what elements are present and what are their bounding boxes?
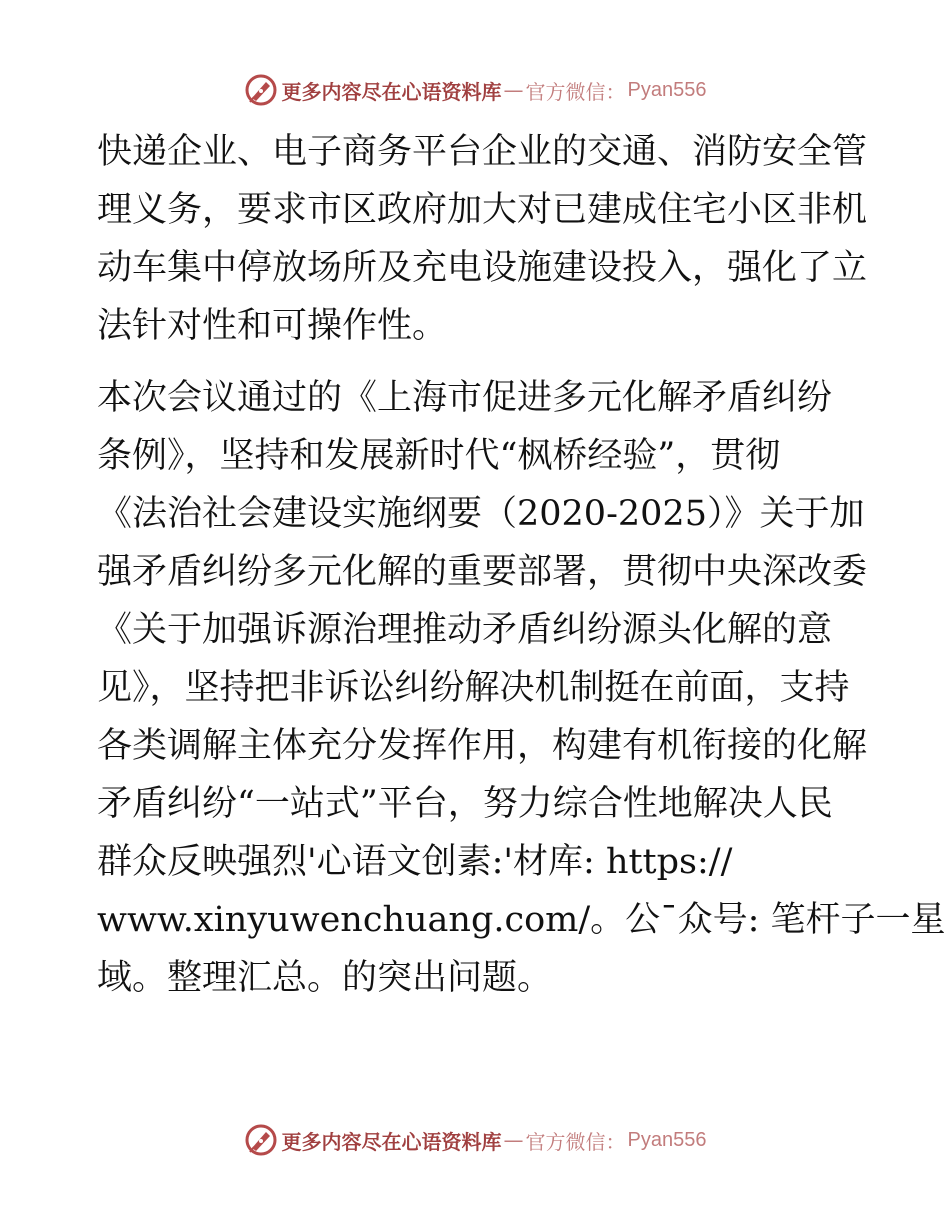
paragraph-2-line: 强矛盾纠纷多元化解的重要部署，贯彻中央深改委 [97,552,868,592]
footer-banner-wechat-id: Pyan556 [627,1128,707,1151]
paragraph-2 [97,369,946,1007]
document-body [97,123,946,1007]
footer-banner [0,1120,950,1160]
paragraph-2-line: 各类调解主体充分发挥作用，构建有机衔接的化解 [97,726,868,766]
footer-banner-dash: — [503,1128,524,1152]
header-banner-inner [244,73,707,107]
paragraph-1 [97,123,868,355]
pen-nib-logo-icon [244,73,278,107]
paragraph-1-line: 动车集中停放场所及充电设施建设投入，强化了立 [97,248,868,288]
paragraph-2-line: www.xinyuwenchuang.com/。公¯众号: 笔杆子一星 [97,900,946,940]
paragraph-1-line: 理义务，要求市区政府加大对已建成住宅小区非机 [97,190,868,230]
paragraph-1-line: 快递企业、电子商务平台企业的交通、消防安全管 [97,132,868,172]
paragraph-1-line: 法针对性和可操作性。 [97,306,448,346]
footer-banner-inner [244,1123,707,1157]
paragraph-2-line: 《法治社会建设实施纲要（2020-2025）》关于加 [97,494,865,534]
header-banner-wechat-id: Pyan556 [627,78,707,101]
paragraph-2-line: 本次会议通过的《上海市促进多元化解矛盾纠纷 [97,378,833,418]
footer-banner-title: 更多内容尽在心语资料库 [281,1129,502,1154]
paragraph-2-line: 条例》，坚持和发展新时代“枫桥经验”，贯彻 [97,436,781,476]
paragraph-2-line: 矛盾纠纷“一站式”平台，努力综合性地解决人民 [97,784,833,824]
header-banner-dash: — [503,78,524,102]
footer-banner-official: 官方微信： [525,1129,626,1154]
paragraph-2-line: 域。整理汇总。的突出问题。 [97,958,553,998]
header-banner-official: 官方微信： [525,79,626,104]
header-banner-title: 更多内容尽在心语资料库 [281,79,502,104]
paragraph-2-line: 群众反映强烈'心语文创素:'材库: https:// [97,842,733,882]
paragraph-2-line: 《关于加强诉源治理推动矛盾纠纷源头化解的意 [97,610,833,650]
paragraph-2-line: 见》，坚持把非诉讼纠纷解决机制挺在前面，支持 [97,668,850,708]
pen-nib-logo-icon [244,1123,278,1157]
header-banner [0,70,950,110]
